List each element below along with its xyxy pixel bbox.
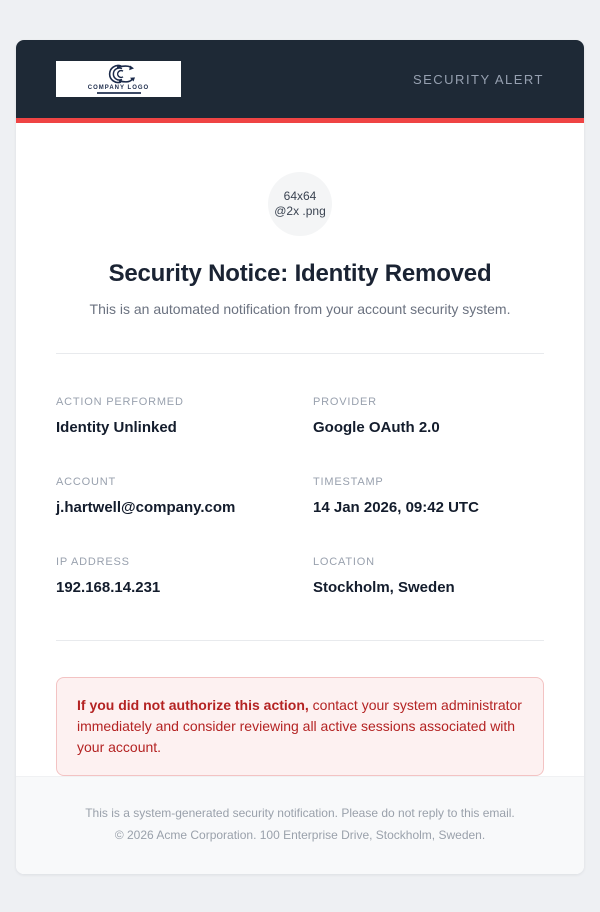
detail-label: ACTION PERFORMED [56, 396, 184, 408]
divider-top [56, 353, 544, 354]
detail-label: ACCOUNT [56, 476, 116, 488]
detail-timestamp [313, 476, 544, 516]
detail-value: 14 Jan 2026, 09:42 UTC [313, 499, 479, 516]
avatar-placeholder-line1: 64x64 [283, 189, 317, 203]
page-subtitle: This is an automated notification from your account security system. [89, 301, 511, 317]
detail-value: Stockholm, Sweden [313, 579, 455, 596]
detail-value: j.hartwell@company.com [56, 499, 236, 516]
details-grid [56, 396, 544, 596]
footer-disclaimer: This is a system-generated security notification. Please do not reply to this email. [85, 806, 515, 820]
detail-label: LOCATION [313, 556, 375, 568]
footer-copyright: © 2026 Acme Corporation. 100 Enterprise Drive, Stockholm, Sweden. [114, 828, 486, 842]
detail-label: IP ADDRESS [56, 556, 130, 568]
company-logo [56, 61, 181, 97]
email-header [16, 40, 584, 118]
divider-bottom [56, 640, 544, 641]
email-footer [16, 776, 584, 874]
email-card [16, 40, 584, 874]
detail-account [56, 476, 313, 516]
security-alert-badge: SECURITY ALERT [412, 71, 544, 87]
detail-provider [313, 396, 544, 436]
detail-value: Identity Unlinked [56, 419, 177, 436]
detail-label: TIMESTAMP [313, 476, 384, 488]
logo-subline [97, 92, 141, 94]
warning-bold-text: If you did not authorize this action, [77, 697, 309, 713]
detail-value: Google OAuth 2.0 [313, 419, 440, 436]
email-body [16, 123, 584, 776]
detail-value: 192.168.14.231 [56, 579, 161, 596]
detail-action-performed [56, 396, 313, 436]
logo-text: COMPANY LOGO [87, 85, 150, 91]
avatar-placeholder-line2: @2x .png [274, 204, 326, 218]
detail-ip-address [56, 556, 313, 596]
logo-swirl-icon [91, 64, 147, 84]
detail-location [313, 556, 544, 596]
warning-rest-text: contact your system administrator immediately and consider reviewing all active sessions associated with your account. [77, 697, 522, 755]
detail-label: PROVIDER [313, 396, 377, 408]
avatar-placeholder [268, 172, 332, 236]
warning-box [56, 677, 544, 776]
page-title: Security Notice: Identity Removed [108, 260, 492, 287]
